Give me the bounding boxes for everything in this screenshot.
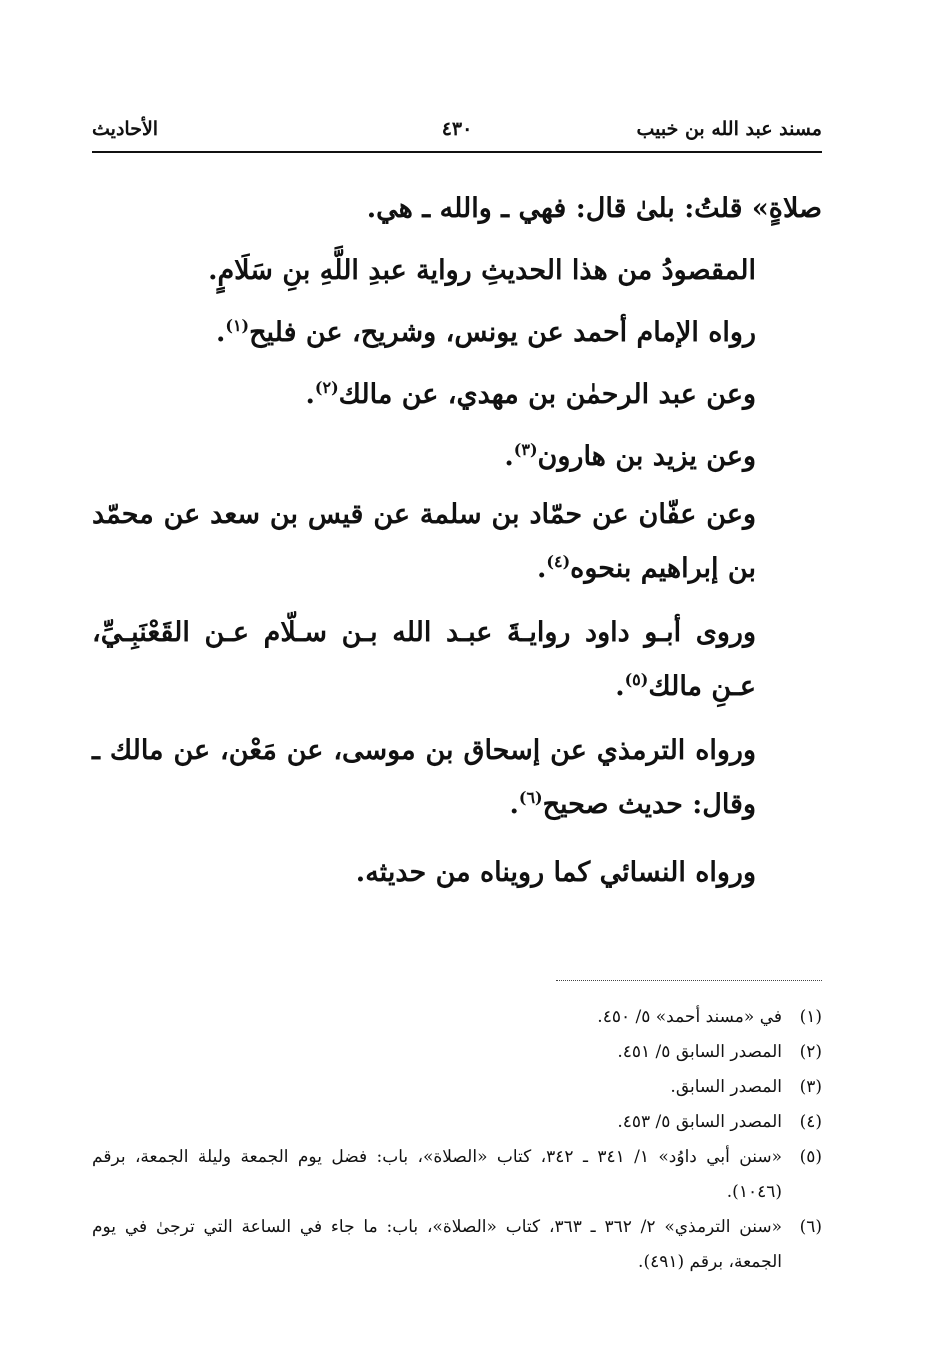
- page-number: ٤٣٠: [441, 118, 473, 140]
- footnote-ref-4: (٤): [546, 552, 571, 571]
- footnote-5: (٥) «سنن أبي داوُد» ١/ ٣٤١ ـ ٣٤٢، كتاب «الصلاة»، باب: فضل يوم الجمعة وليلة الجمعة، برقم (١٠٤٦).: [92, 1147, 822, 1202]
- paragraph-9: ورواه النسائي كما رويناه من حديثه.: [355, 857, 756, 888]
- paragraph-7: وروى أبـو داود روايـةَ عبـد الله بـن سـلّام عـن القَعْنَبِـيِّ، عـنِ مالك$^{(٥)}$.: [92, 617, 756, 702]
- footnote-4: (٤) المصدر السابق ٥/ ٤٥٣.: [617, 1112, 822, 1132]
- footnote-6: (٦) «سنن الترمذي» ٢/ ٣٦٢ ـ ٣٦٣، كتاب «الصلاة»، باب: ما جاء في الساعة التي ترجىٰ في يوم الجمعة، برقم (٤٩١).: [92, 1217, 822, 1272]
- paragraph-1: صلاةٍ» قلتُ: بلىٰ قال: فهي ـ والله ـ هي.: [366, 193, 822, 224]
- footnote-ref-1: (١): [225, 316, 250, 335]
- running-header: [92, 118, 822, 152]
- footnote-2: (٢) المصدر السابق ٥/ ٤٥١.: [617, 1042, 822, 1062]
- chapter-title: مسند عبد الله بن خبيب: [636, 118, 822, 140]
- footnote-ref-5: (٥): [624, 670, 649, 689]
- header-divider: [92, 151, 822, 153]
- footnotes: [92, 1000, 822, 1280]
- footnote-divider: [556, 980, 822, 981]
- footnote-ref-6: (٦): [518, 788, 543, 807]
- footnote-1: (١) في «مسند أحمد» ٥/ ٤٥٠.: [597, 1007, 822, 1027]
- main-text: [92, 178, 822, 904]
- paragraph-4: وعن عبد الرحمٰن بن مهدي، عن مالك$^{(٢)}$.: [305, 378, 756, 410]
- footnote-ref-2: (٢): [314, 378, 339, 397]
- footnote-ref-3: (٣): [513, 440, 538, 459]
- paragraph-2: المقصودُ من هذا الحديثِ رواية عبدِ اللَّهِ بنِ سَلَامٍ.: [208, 255, 756, 286]
- paragraph-8: ورواه الترمذي عن إسحاق بن موسى، عن مَعْن، عن مالك ـ وقال: حديث صحيح$^{(٦)}$.: [92, 735, 756, 820]
- paragraph-6: وعن عفّان عن حمّاد بن سلمة عن قيس بن سعد عن محمّد بن إبراهيم بنحوه$^{(٤)}$.: [92, 499, 756, 584]
- footnote-3: (٣) المصدر السابق.: [670, 1077, 822, 1097]
- paragraph-5: وعن يزيد بن هارون$^{(٣)}$.: [504, 440, 756, 472]
- paragraph-3: رواه الإمام أحمد عن يونس، وشريح، عن فليح$^{(١)}$.: [215, 316, 756, 348]
- section-title: الأحاديث: [92, 118, 159, 140]
